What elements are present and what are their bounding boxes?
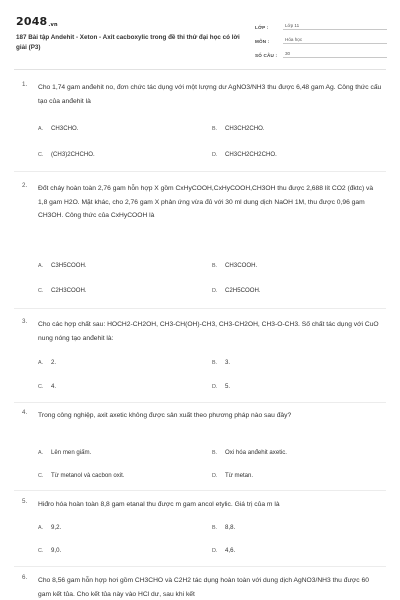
question-text: Hiđro hóa hoàn toàn 8,8 gam etanal thu được m gam ancol etylic. Giá trị của m là: [38, 501, 280, 508]
option-c[interactable]: [38, 383, 56, 390]
option-b[interactable]: [212, 125, 265, 132]
option-b[interactable]: [212, 262, 257, 269]
option-text: 8,8.: [225, 524, 236, 531]
option-text: 3.: [225, 359, 231, 366]
option-letter: C.: [38, 152, 44, 158]
page-header: [0, 0, 400, 66]
header-divider: [14, 69, 386, 70]
option-c[interactable]: [38, 547, 61, 554]
question-number: 2.: [22, 182, 28, 189]
option-text: Oxi hóa anđehit axetic.: [225, 449, 287, 456]
option-letter: B.: [212, 525, 218, 531]
option-letter: C.: [38, 548, 44, 554]
option-letter: D.: [212, 288, 218, 294]
option-text: Lên men giấm.: [51, 449, 92, 456]
option-c[interactable]: [38, 151, 95, 158]
option-text: CH3COOH.: [225, 262, 258, 269]
site-logo[interactable]: [16, 15, 58, 28]
option-d[interactable]: [212, 151, 277, 158]
option-text: 2.: [51, 359, 57, 366]
option-d[interactable]: [212, 383, 230, 390]
meta-row-subject: [255, 30, 387, 44]
option-letter: A.: [38, 525, 44, 531]
option-text: (CH3)2CHCHO.: [51, 151, 95, 158]
question-divider: [14, 566, 386, 567]
option-d[interactable]: [212, 472, 253, 479]
meta-row-class: [255, 16, 387, 30]
question-divider: [14, 490, 386, 491]
question-text: Cho 8,56 gam hỗn hợp hơi gồm CH3CHO và C2H2 tác dụng hoàn toàn với dung dịch AgNO3/NH3 thu được 60 gam kết tủa. Cho kết tủa này vào HCl dư, sau khi kết: [38, 577, 369, 598]
option-letter: C.: [38, 384, 44, 390]
option-letter: D.: [212, 384, 218, 390]
question-text: Cho các hợp chất sau: HOCH2-CH2OH, CH3-CH(OH)-CH3, CH3-CH2OH, CH3-O-CH3. Số chất tác dụng với CuO nung nóng tạo anđehit là:: [38, 321, 379, 342]
option-a[interactable]: [38, 524, 61, 531]
option-letter: B.: [212, 126, 218, 132]
option-a[interactable]: [38, 262, 87, 269]
meta-value: Hóa học: [283, 37, 387, 44]
option-b[interactable]: [212, 449, 287, 456]
option-letter: B.: [212, 450, 218, 456]
question-number: 3.: [22, 318, 28, 325]
option-text: C2H5COOH.: [225, 287, 261, 294]
meta-label: MÔN :: [255, 39, 270, 44]
logo-text: 2048: [16, 15, 48, 28]
option-letter: C.: [38, 473, 44, 479]
option-text: 4,6.: [225, 547, 236, 554]
option-text: CH3CHO.: [51, 125, 79, 132]
question-divider: [14, 171, 386, 172]
option-text: Từ metanol và cacbon oxit.: [51, 472, 125, 479]
option-text: C3H5COOH.: [51, 262, 87, 269]
option-text: CH3CH2CH2CHO.: [225, 151, 277, 158]
option-text: Từ metan.: [225, 472, 254, 479]
option-letter: A.: [38, 126, 44, 132]
option-text: 9,2.: [51, 524, 62, 531]
question-text: Cho 1,74 gam anđehit no, đơn chức tác dụng với một lượng dư AgNO3/NH3 thu được 6,48 gam Ag. Công thức cấu tạo của anđehit là: [38, 84, 382, 105]
option-d[interactable]: [212, 287, 261, 294]
logo-suffix: .vn: [48, 22, 58, 28]
option-a[interactable]: [38, 125, 78, 132]
option-c[interactable]: [38, 287, 87, 294]
option-letter: B.: [212, 360, 218, 366]
option-b[interactable]: [212, 524, 235, 531]
question-number: 6.: [22, 574, 28, 581]
option-letter: D.: [212, 548, 218, 554]
question-divider: [14, 308, 386, 309]
question-divider: [14, 402, 386, 403]
option-text: 9,0.: [51, 547, 62, 554]
option-text: C2H3COOH.: [51, 287, 87, 294]
option-letter: D.: [212, 473, 218, 479]
option-c[interactable]: [38, 472, 125, 479]
question-text: Trong công nghiệp, axit axetic không được sản xuất theo phương pháp nào sau đây?: [38, 412, 292, 419]
question-number: 4.: [22, 409, 28, 416]
meta-label: SỐ CÂU :: [255, 53, 278, 58]
document-meta: [255, 16, 387, 58]
meta-row-count: [255, 44, 387, 58]
meta-label: LỚP :: [255, 25, 269, 30]
document-title: 187 Bài tập Andehit - Xeton - Axit cacboxylic trong đề thi thử đại học có lời giải (P3): [16, 34, 240, 51]
question-number: 1.: [22, 81, 28, 88]
question-text: Đốt cháy hoàn toàn 2,76 gam hỗn hợp X gồm CxHyCOOH,CxHyCOOH,CH3OH thu được 2,688 lít CO2 (đktc) và 1,8 gam H2O. Mặt khác, cho 2,76 gam X phản ứng vừa đủ với 30 ml dung dịch NaOH 1M, thu được 0,96 gam CH3OH. Công thức của CxHyCOOH là: [38, 185, 374, 220]
option-a[interactable]: [38, 359, 56, 366]
option-text: 5.: [225, 383, 231, 390]
question-number: 5.: [22, 498, 28, 505]
meta-value: 30: [283, 51, 387, 58]
option-d[interactable]: [212, 547, 235, 554]
option-letter: C.: [38, 288, 44, 294]
option-letter: A.: [38, 360, 44, 366]
question-6: [22, 574, 388, 600]
option-letter: A.: [38, 263, 44, 269]
meta-value: Lớp 11: [283, 23, 387, 30]
option-text: 4.: [51, 383, 57, 390]
option-text: CH3CH2CHO.: [225, 125, 265, 132]
option-a[interactable]: [38, 449, 91, 456]
option-b[interactable]: [212, 359, 230, 366]
option-letter: D.: [212, 152, 218, 158]
option-letter: A.: [38, 450, 44, 456]
option-letter: B.: [212, 263, 218, 269]
